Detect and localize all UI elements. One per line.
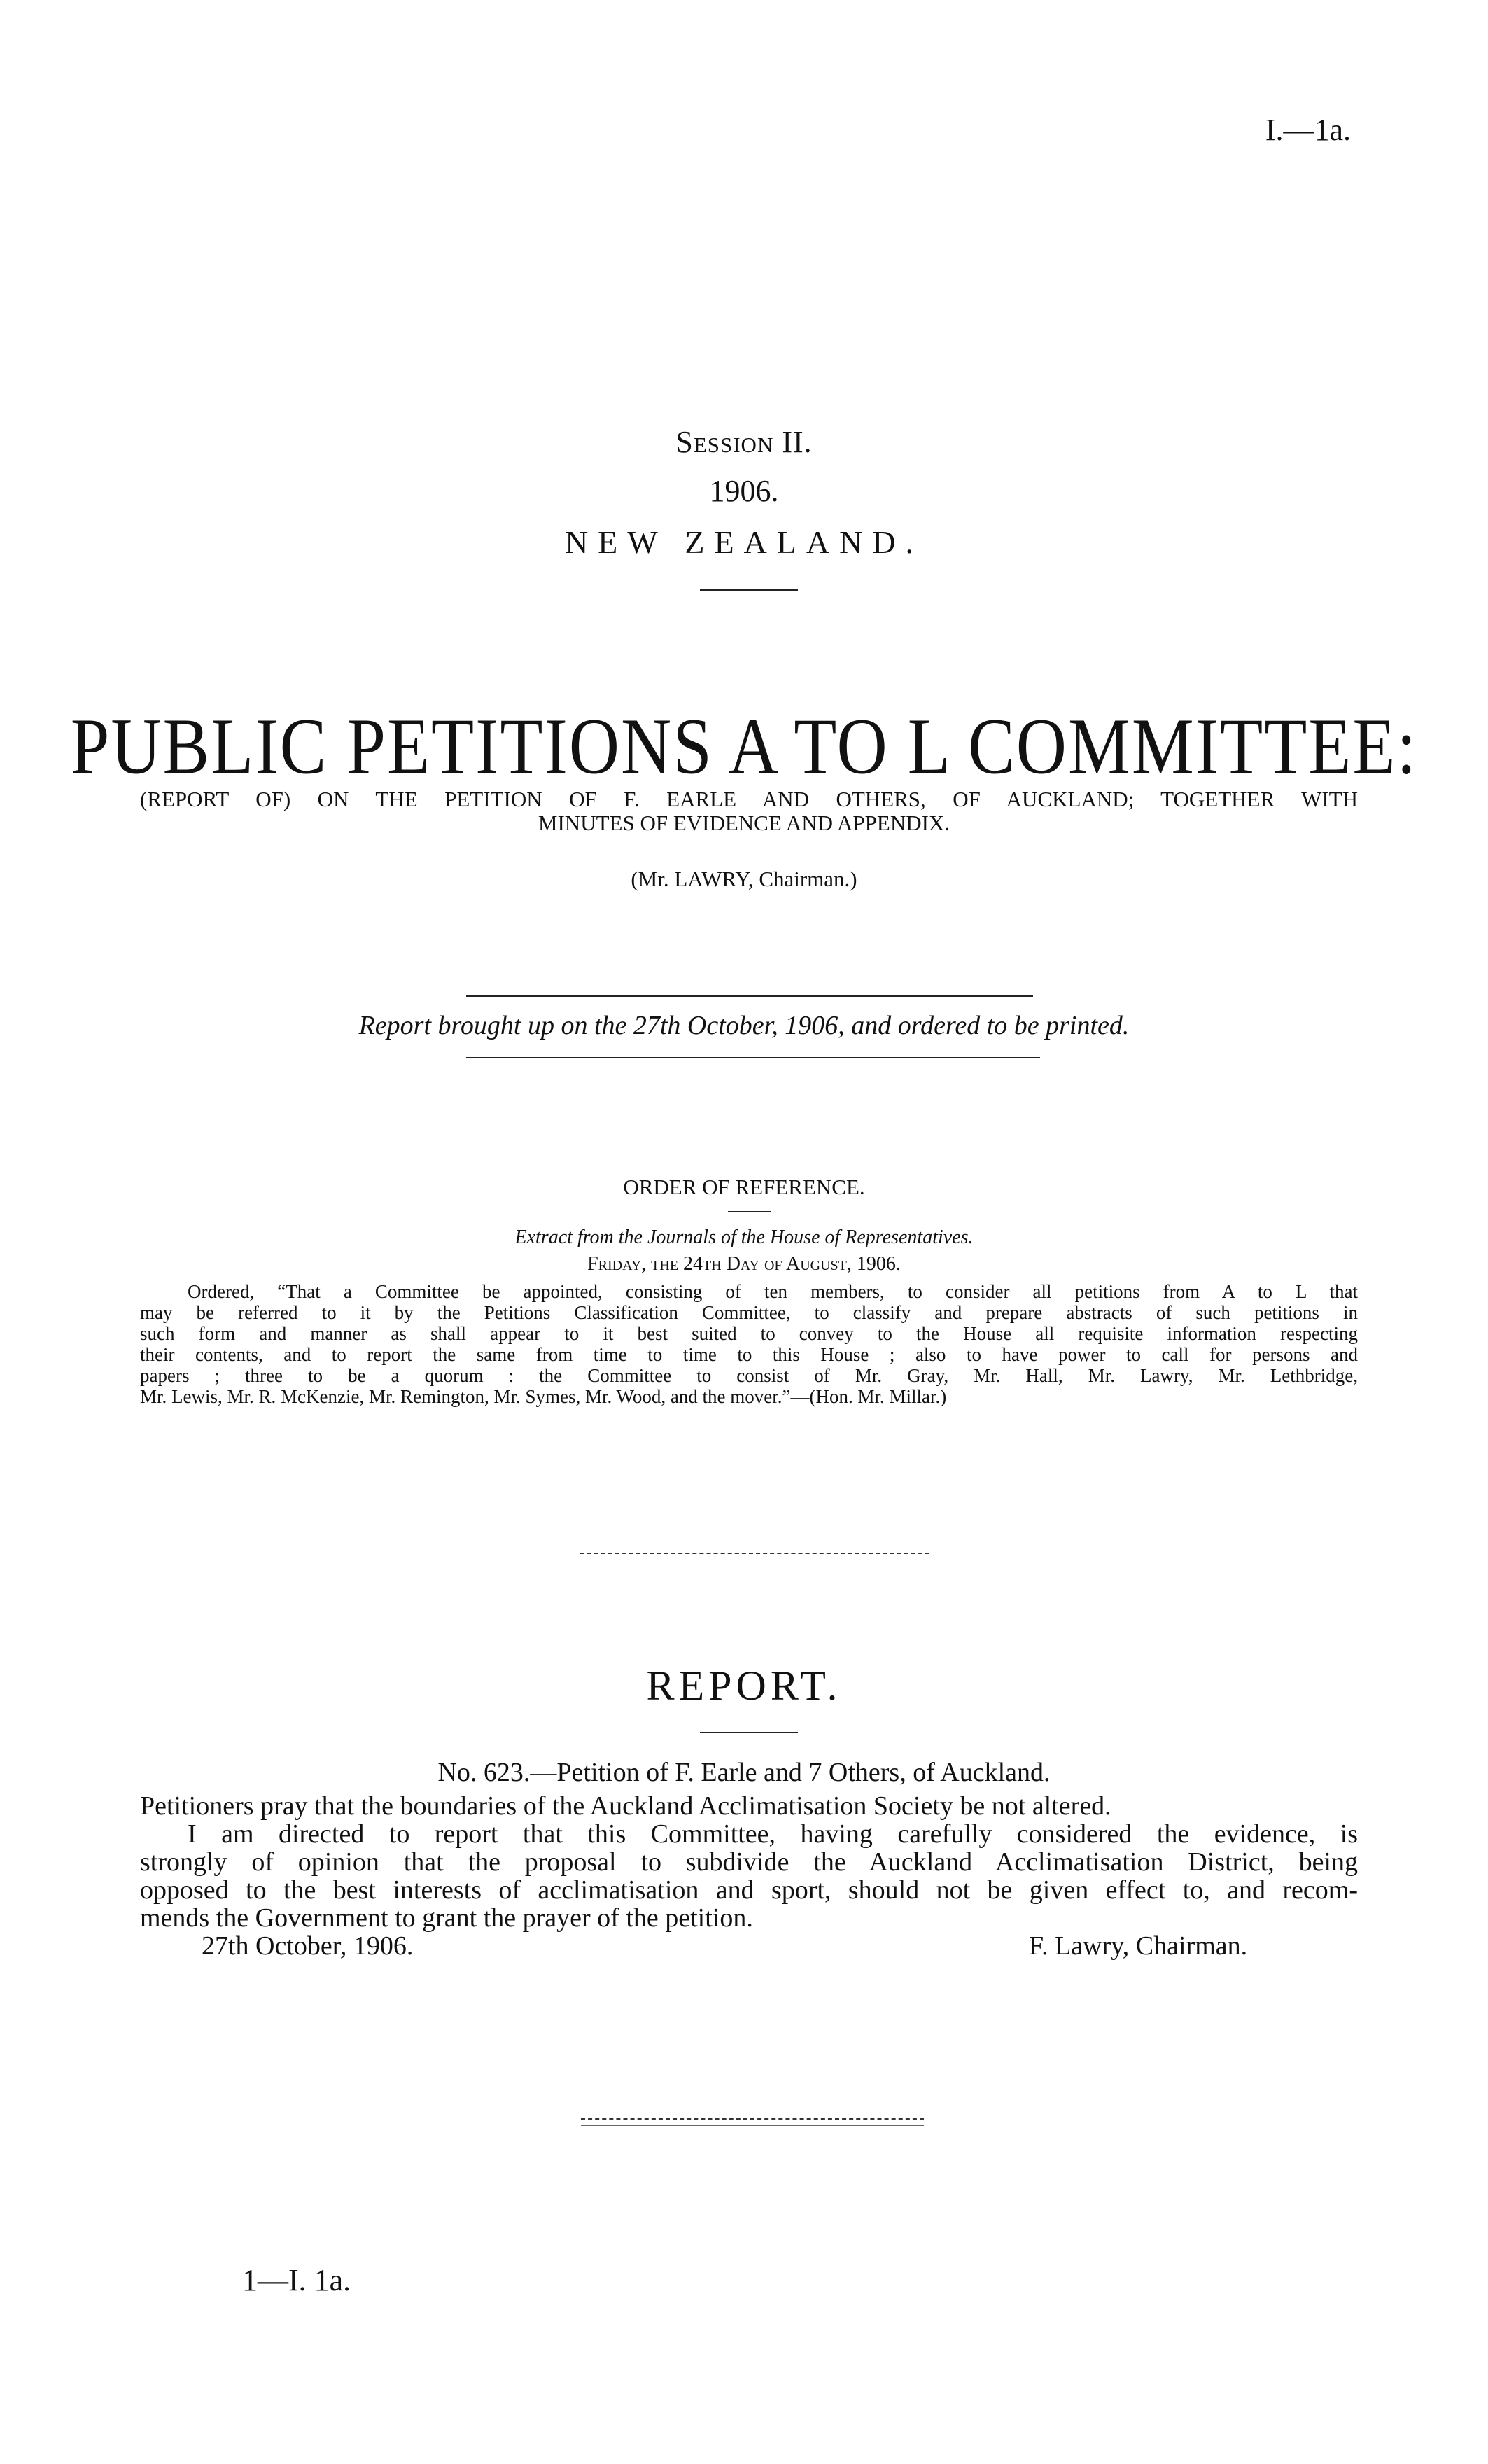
report-signature: F. Lawry, Chairman.: [1029, 1931, 1248, 1961]
report-date: 27th October, 1906.: [202, 1932, 414, 1960]
order-text-line: Ordered, “That a Committee be appointed, consisting of ten members, to consider all petitions from A to L that: [188, 1281, 1358, 1302]
divider: [466, 995, 1033, 997]
subtitle-line-2: MINUTES OF EVIDENCE AND APPENDIX.: [538, 811, 950, 835]
order-text-line: papers ; three to be a quorum : the Committee to consist of Mr. Gray, Mr. Hall, Mr. Lawry, Mr. Lethbridge,: [140, 1365, 1358, 1386]
main-title: PUBLIC PETITIONS A TO L COMMITTEE:: [70, 701, 1418, 791]
report-text-line: Petitioners pray that the boundaries of the Auckland Acclimatisation Society be not altered.: [140, 1792, 1111, 1820]
divider: [466, 1057, 1040, 1058]
country-name: NEW ZEALAND.: [564, 524, 924, 560]
report-text-line: I am directed to report that this Committee, having carefully considered the evidence, is: [188, 1820, 1358, 1848]
order-date: Friday, the 24th Day of August, 1906.: [587, 1253, 901, 1275]
report-brought-up-line: Report brought up on the 27th October, 1906, and ordered to be printed.: [358, 1011, 1130, 1040]
session-year: 1906.: [709, 474, 779, 508]
report-text-line: strongly of opinion that the proposal to subdivide the Auckland Acclimatisation District, being: [140, 1848, 1358, 1876]
session-label: Session II.: [675, 425, 813, 459]
report-text-line: opposed to the best interests of acclimatisation and sport, should not be given effect to, and recom-: [140, 1876, 1358, 1904]
report-text-line: mends the Government to grant the prayer of the petition.: [140, 1904, 753, 1932]
section-separator: [581, 2125, 924, 2126]
document-code: I.—1a.: [1265, 113, 1351, 147]
extract-line: Extract from the Journals of the House of Representatives.: [514, 1226, 974, 1248]
chairman-line: (Mr. LAWRY, Chairman.): [631, 867, 857, 891]
divider: [700, 589, 798, 591]
order-text-line: may be referred to it by the Petitions Classification Committee, to classify and prepare abstracts of such petitions in: [140, 1302, 1358, 1323]
section-separator: [580, 1553, 929, 1554]
section-separator: [581, 2118, 924, 2120]
petition-title: No. 623.—Petition of F. Earle and 7 Others, of Auckland.: [437, 1758, 1051, 1787]
subtitle-line-1: (REPORT OF) ON THE PETITION OF F. EARLE AND OTHERS, OF AUCKLAND; TOGETHER WITH: [140, 787, 1358, 811]
sheet-code: 1—I. 1a.: [242, 2263, 351, 2297]
divider: [728, 1211, 771, 1212]
order-of-reference-heading: ORDER OF REFERENCE.: [623, 1175, 865, 1199]
order-text-line: Mr. Lewis, Mr. R. McKenzie, Mr. Remington, Mr. Symes, Mr. Wood, and the mover.”—(Hon. Mr. Millar.): [140, 1386, 947, 1407]
order-text-line: their contents, and to report the same from time to time to this House ; also to have power to call for persons and: [140, 1344, 1358, 1365]
divider: [700, 1732, 798, 1733]
report-heading: REPORT.: [646, 1662, 842, 1709]
order-text-line: such form and manner as shall appear to it best suited to convey to the House all requisite information respecting: [140, 1323, 1358, 1344]
